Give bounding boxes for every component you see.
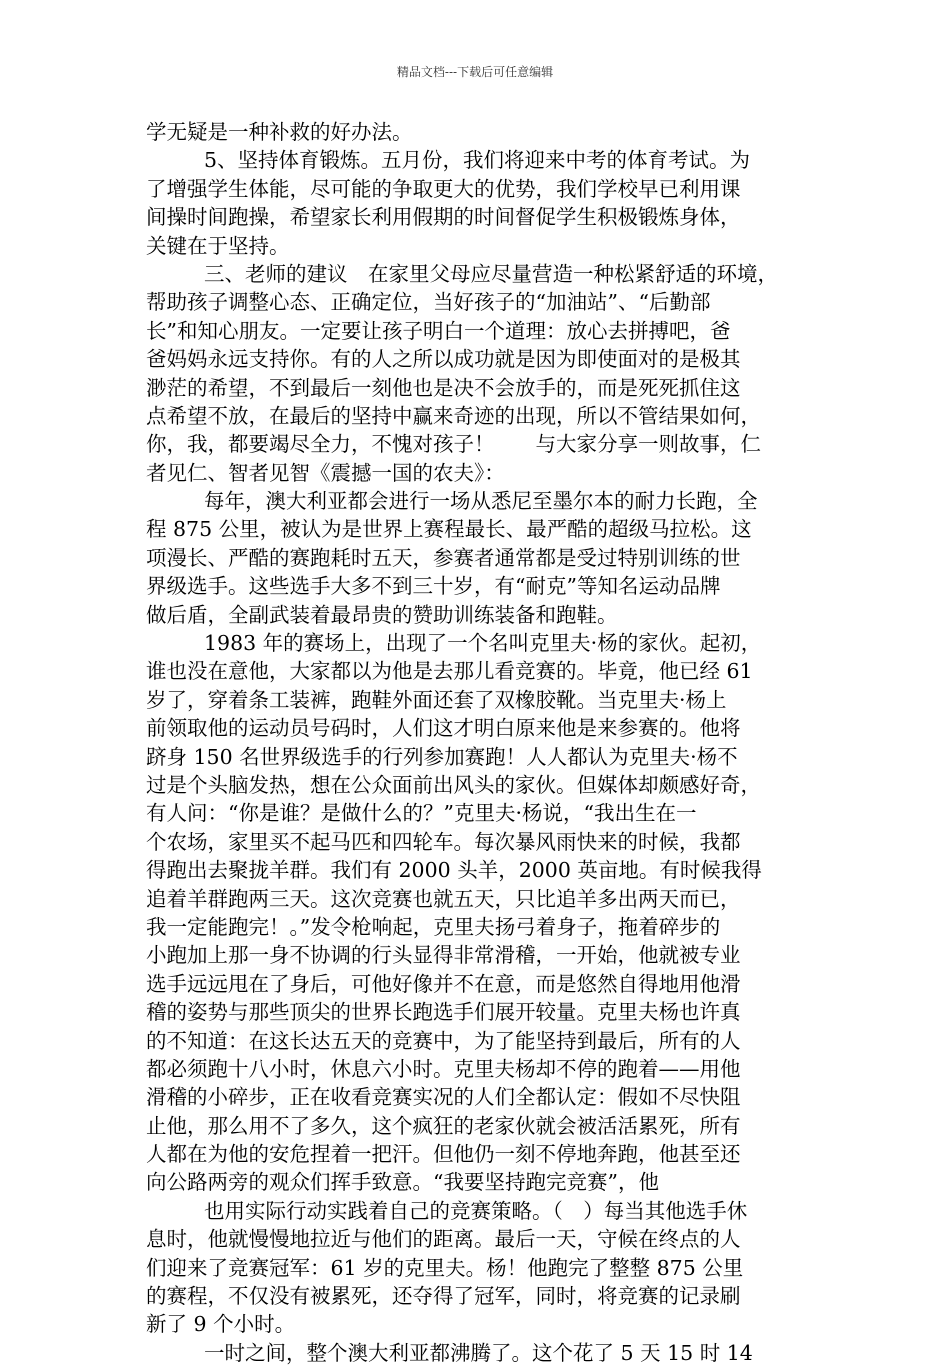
paragraph-start-line: 每年，澳大利亚都会进行一场从悉尼至墨尔本的耐力长跑，全 [204,489,758,514]
text-line: 爸妈妈永远支持你。有的人之所以成功就是因为即使面对的是极其 [146,347,741,372]
text-line: 项漫长、严酷的赛跑耗时五天，参赛者通常都是受过特别训练的世 [146,545,741,570]
paragraph-start-line: 一时之间，整个澳大利亚都沸腾了。这个花了 5 天 15 时 14 [204,1340,753,1365]
text-line: 间操时间跑操，希望家长利用假期的时间督促学生积极锻炼身体， [146,205,741,230]
text-line: 有人问：“你是谁？是做什么的？”克里夫·杨说，“我出生在一 [146,801,697,826]
text-line: 做后盾，全副武装着最昂贵的赞助训练装备和跑鞋。 [146,602,618,627]
paragraph-start-line: 也用实际行动实践着自己的竞赛策略。（ ）每当其他选手休 [204,1198,748,1223]
text-line: 谁也没在意他，大家都以为他是去那儿看竞赛的。毕竟，他已经 61 [146,659,753,684]
text-line: 前领取他的运动员号码时，人们这才明白原来他是来参赛的。他将 [146,716,741,741]
text-line: 都必须跑十八小时，休息六小时。克里夫杨却不停的跑着——用他 [146,1056,741,1081]
document-body [146,118,810,1367]
text-line: 向公路两旁的观众们挥手致意。“我要坚持跑完竞赛”，他 [146,1170,659,1195]
text-line: 选手远远甩在了身后，可他好像并不在意，而是悠然自得地用他滑 [146,971,741,996]
text-line: 的赛程，不仅没有被累死，还夺得了冠军，同时，将竞赛的记录刷 [146,1284,741,1309]
text-line: 个农场，家里买不起马匹和四轮车。每次暴风雨快来的时候，我都 [146,829,741,854]
text-line: 界级选手。这些选手大多不到三十岁，有“耐克”等知名运动品牌 [146,574,721,599]
text-line: 小跑加上那一身不协调的行头显得非常滑稽，一开始，他就被专业 [146,943,741,968]
text-line: 你，我，都要竭尽全力，不愧对孩子！ 与大家分享一则故事，仁 [146,432,761,457]
text-line: 我一定能跑完！。”发令枪响起，克里夫扬弓着身子，拖着碎步的 [146,914,721,939]
text-line: 跻身 150 名世界级选手的行列参加赛跑！人人都认为克里夫·杨不 [146,744,738,769]
text-line: 止他，那么用不了多久，这个疯狂的老家伙就会被活活累死，所有 [146,1113,741,1138]
text-line: 稽的姿势与那些顶尖的世界长跑选手们展开较量。克里夫杨也许真 [146,1000,741,1025]
text-line: 岁了，穿着条工装裤，跑鞋外面还套了双橡胶靴。当克里夫·杨上 [146,687,727,712]
text-line: 了增强学生体能，尽可能的争取更大的优势，我们学校早已利用课 [146,176,741,201]
text-line: 得跑出去聚拢羊群。我们有 2000 头羊，2000 英亩地。有时候我得 [146,858,762,883]
text-line: 长”和知心朋友。一定要让孩子明白一个道理：放心去拼搏吧，爸 [146,318,731,343]
text-line: 过是个头脑发热，想在公众面前出风头的家伙。但媒体却颇感好奇， [146,772,761,797]
page-header: 精品文档---下载后可任意编辑 [396,65,554,79]
text-line: 息时，他就慢慢地拉近与他们的距离。最后一天，守候在终点的人 [146,1227,741,1252]
text-line: 点希望不放，在最后的坚持中赢来奇迹的出现，所以不管结果如何， [146,403,761,428]
text-line: 滑稽的小碎步，正在收看竞赛实况的人们全都认定：假如不尽快阻 [146,1085,741,1110]
text-line: 渺茫的希望，不到最后一刻他也是决不会放手的，而是死死抓住这 [146,375,741,400]
text-line: 程 875 公里，被认为是世界上赛程最长、最严酷的超级马拉松。这 [146,517,752,542]
text-line: 人都在为他的安危捏着一把汗。但他仍一刻不停地奔跑，他甚至还 [146,1142,741,1167]
text-line: 的不知道：在这长达五天的竞赛中，为了能坚持到最后，所有的人 [146,1028,741,1053]
text-line: 者见仁、智者见智《震撼一国的农夫》： [146,460,505,485]
text-line: 们迎来了竞赛冠军：61 岁的克里夫。杨！他跑完了整整 875 公里 [146,1255,744,1280]
text-line: 新了 9 个小时。 [146,1312,296,1337]
paragraph-start-line: 5、坚持体育锻炼。五月份，我们将迎来中考的体育考试。为 [204,148,751,173]
text-line: 帮助孩子调整心态、正确定位，当好孩子的“加油站”、“后勤部 [146,290,711,315]
text-line: 追着羊群跑两三天。这次竞赛也就五天，只比追羊多出两天而已， [146,886,741,911]
text-line: 学无疑是一种补救的好办法。 [146,120,413,144]
text-line: 关键在于坚持。 [146,233,290,258]
paragraph-start-line: 1983 年的赛场上，出现了一个名叫克里夫·杨的家伙。起初， [204,631,762,656]
paragraph-start-line: 三、老师的建议 在家里父母应尽量营造一种松紧舒适的环境， [204,261,778,286]
